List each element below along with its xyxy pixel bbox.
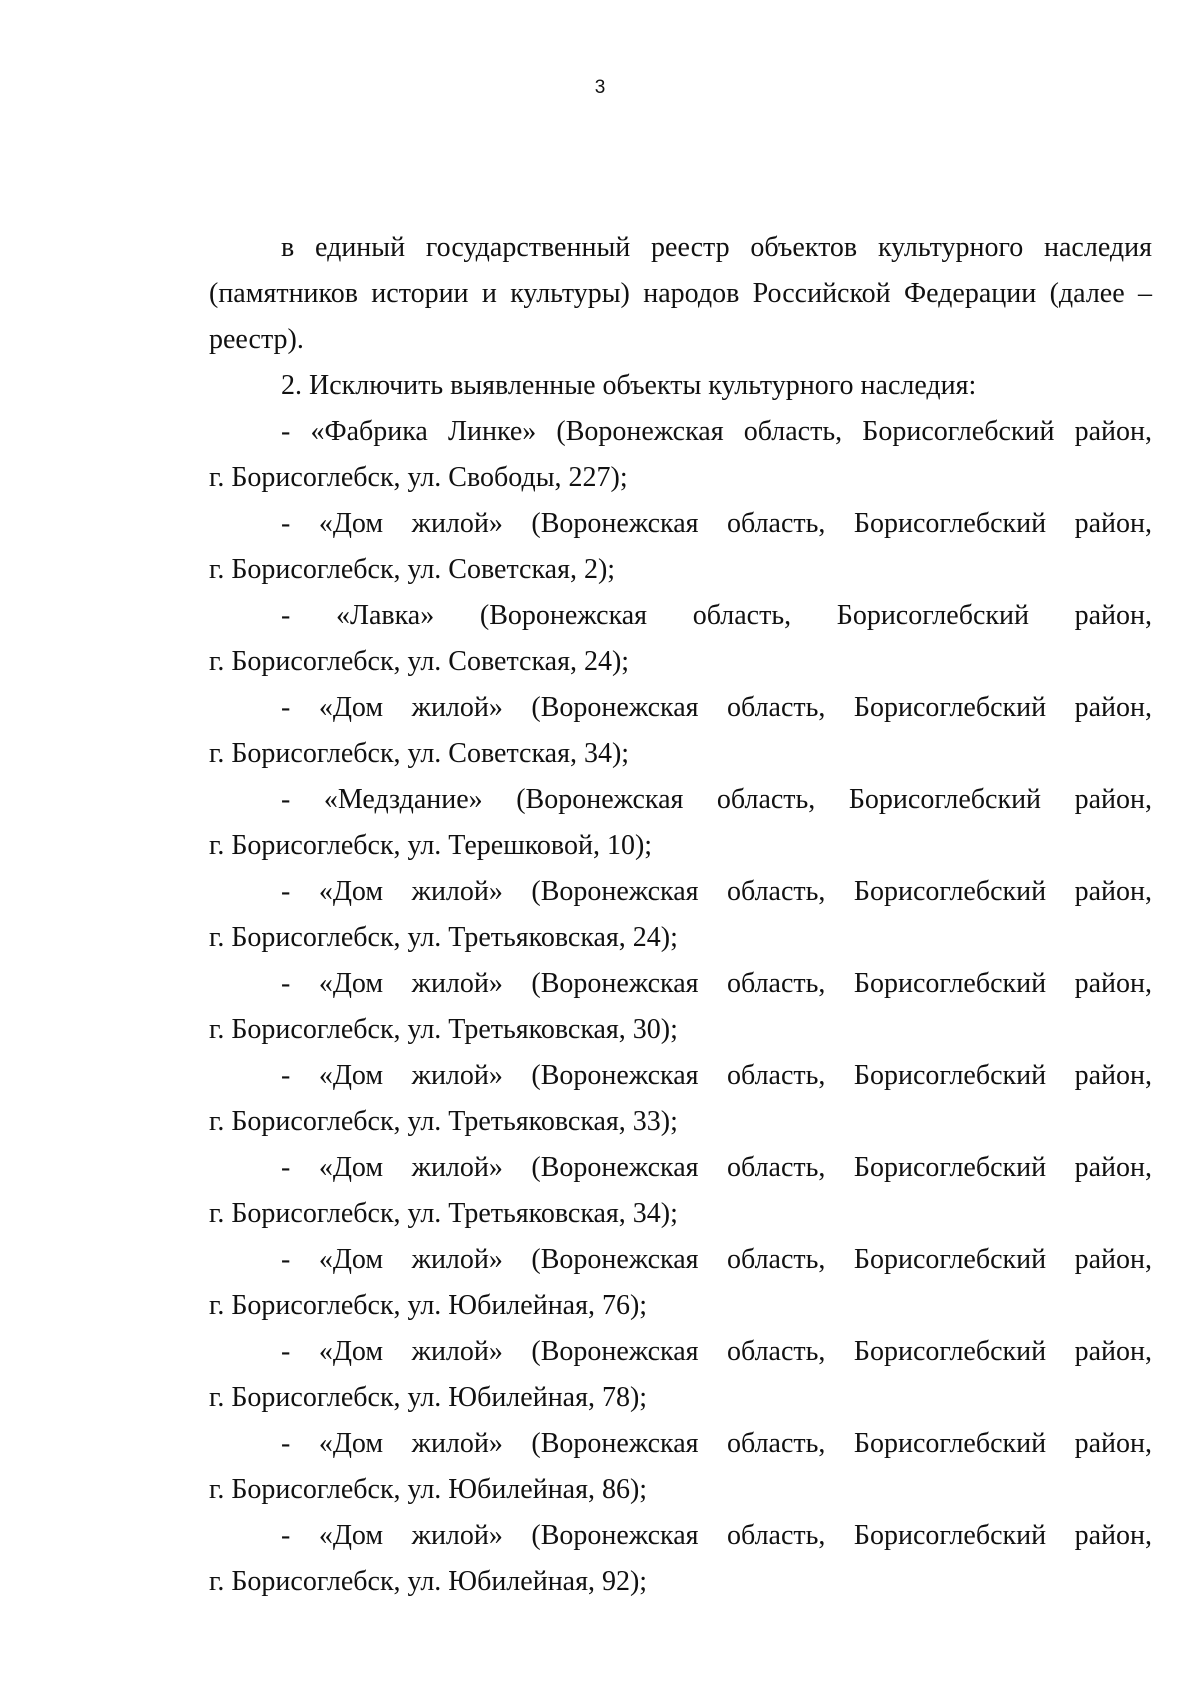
list-item-address: г. Борисоглебск, ул. Третьяковская, 24); [209, 922, 678, 953]
list-item-line: - «Медздание» (Воронежская область, Борисоглебский район, [281, 784, 1152, 815]
list-item [209, 869, 1152, 961]
intro-line: в единый государственный реестр объектов культурного наследия [281, 232, 1152, 263]
list-item-line: - «Дом жилой» (Воронежская область, Борисоглебский район, [281, 692, 1152, 723]
list-item-address: г. Борисоглебск, ул. Третьяковская, 34); [209, 1198, 678, 1229]
list-item [209, 409, 1152, 501]
intro-line: (памятников истории и культуры) народов Российской Федерации (далее – [209, 278, 1152, 309]
list-item [209, 1237, 1152, 1329]
list-item-line: - «Лавка» (Воронежская область, Борисоглебский район, [281, 600, 1152, 631]
intro-line: реестр). [209, 324, 304, 355]
list-item [209, 1053, 1152, 1145]
list-item-address: г. Борисоглебск, ул. Третьяковская, 30); [209, 1014, 678, 1045]
list-item [209, 961, 1152, 1053]
list-item-address: г. Борисоглебск, ул. Юбилейная, 86); [209, 1474, 648, 1505]
list-item-line: - «Дом жилой» (Воронежская область, Борисоглебский район, [281, 1152, 1152, 1183]
list-item-address: г. Борисоглебск, ул. Третьяковская, 33); [209, 1106, 678, 1137]
list-item [209, 1421, 1152, 1513]
list-item [209, 593, 1152, 685]
section-heading: 2. Исключить выявленные объекты культурного наследия: [281, 370, 977, 401]
list-item-line: - «Дом жилой» (Воронежская область, Борисоглебский район, [281, 1336, 1152, 1367]
list-item [209, 777, 1152, 869]
list-item [209, 685, 1152, 777]
list-item-address: г. Борисоглебск, ул. Терешковой, 10); [209, 830, 653, 861]
list-item-line: - «Дом жилой» (Воронежская область, Борисоглебский район, [281, 508, 1152, 539]
list-item-line: - «Дом жилой» (Воронежская область, Борисоглебский район, [281, 1060, 1152, 1091]
page-number: 3 [594, 77, 606, 98]
list-item-line: - «Фабрика Линке» (Воронежская область, Борисоглебский район, [281, 416, 1152, 447]
list-item [209, 1329, 1152, 1421]
list-item-line: - «Дом жилой» (Воронежская область, Борисоглебский район, [281, 1428, 1152, 1459]
list-item [209, 501, 1152, 593]
list-item-address: г. Борисоглебск, ул. Советская, 2); [209, 554, 616, 585]
list-item-line: - «Дом жилой» (Воронежская область, Борисоглебский район, [281, 1244, 1152, 1275]
list-item-line: - «Дом жилой» (Воронежская область, Борисоглебский район, [281, 968, 1152, 999]
list-item-line: - «Дом жилой» (Воронежская область, Борисоглебский район, [281, 876, 1152, 907]
list-item-address: г. Борисоглебск, ул. Советская, 24); [209, 646, 630, 677]
list-item-address: г. Борисоглебск, ул. Юбилейная, 76); [209, 1290, 648, 1321]
list-item-line: - «Дом жилой» (Воронежская область, Борисоглебский район, [281, 1520, 1152, 1551]
list-item [209, 1513, 1152, 1605]
list-item-address: г. Борисоглебск, ул. Советская, 34); [209, 738, 630, 769]
list-item-address: г. Борисоглебск, ул. Юбилейная, 78); [209, 1382, 648, 1413]
list-item-address: г. Борисоглебск, ул. Свободы, 227); [209, 462, 628, 493]
object-list [209, 409, 1152, 1605]
list-item-address: г. Борисоглебск, ул. Юбилейная, 92); [209, 1566, 648, 1597]
document-body [209, 225, 1152, 1605]
list-item [209, 1145, 1152, 1237]
